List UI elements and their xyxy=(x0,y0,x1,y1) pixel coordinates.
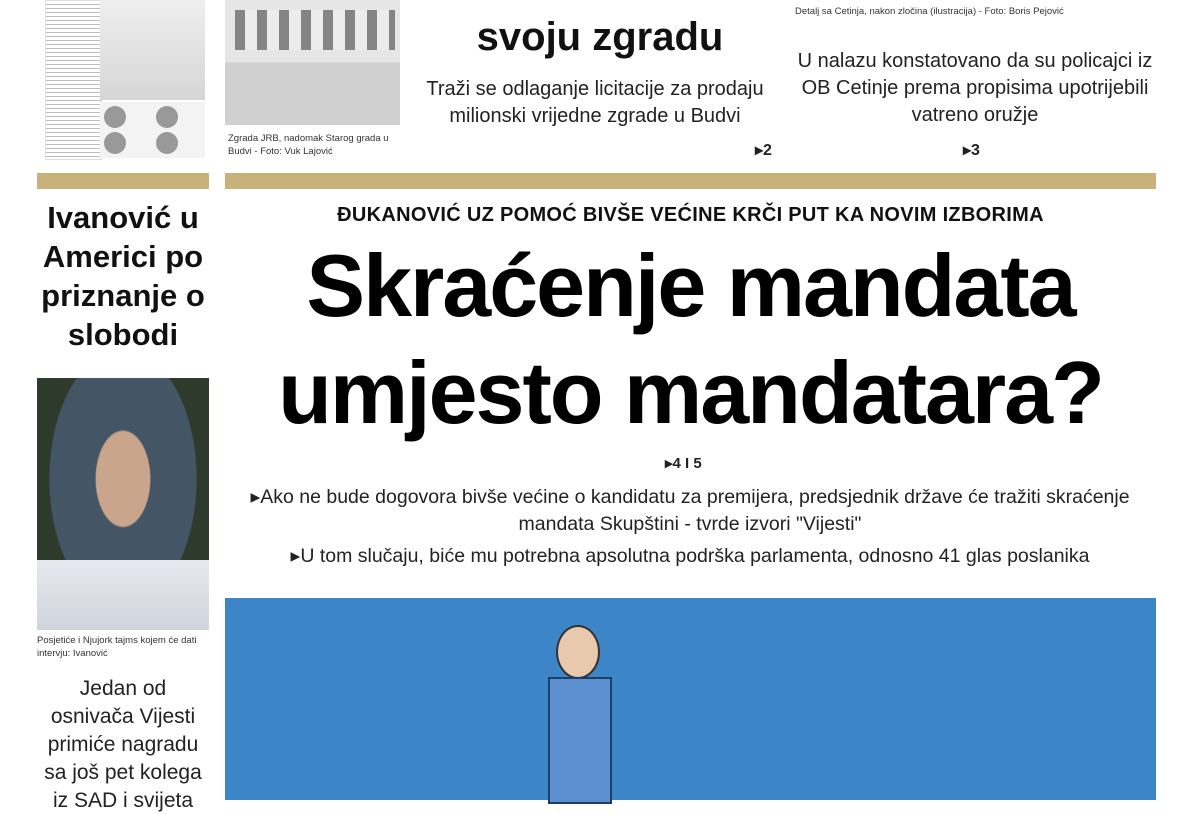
story3-photo-caption: Detalj sa Cetinja, nakon zločina (ilustracija) - Foto: Boris Pejović xyxy=(795,6,1064,17)
story2-headline: svoju zgradu xyxy=(476,15,724,59)
cartoon-illustration xyxy=(225,598,1156,800)
main-kicker: ĐUKANOVIĆ UZ POMOĆ BIVŠE VEĆINE KRČI PUT KA NOVIM IZBORIMA xyxy=(337,204,1044,226)
page-number: 3 xyxy=(971,142,980,159)
portrait-photo xyxy=(37,378,209,630)
building-photo-caption: Zgrada JRB, nadomak Starog grada u Budvi - Foto: Vuk Lajović xyxy=(228,133,389,157)
cartoon-figure xyxy=(548,625,608,800)
portrait-caption: Posjetiće i Njujork tajms kojem će dati intervju: Ivanović xyxy=(37,635,197,659)
seated-man-photo xyxy=(100,0,205,100)
sidebar-headline: Ivanović u Americi po priznanje o slobodi xyxy=(41,200,205,352)
main-headline-line1: Skraćenje mandata xyxy=(306,236,1075,335)
main-bullet-2: ▸U tom slučaju, biće mu potrebna apsolutna podrška parlamenta, odnosno 41 glas poslanika xyxy=(290,545,1090,567)
story2-page-ref[interactable]: ▸2 xyxy=(755,142,772,159)
sidebar-rule xyxy=(37,173,209,189)
page-number: 4 I 5 xyxy=(672,455,702,472)
bullet-text: U tom slučaju, biće mu potrebna apsolutna podrška parlamenta, odnosno 41 glas poslanika xyxy=(300,545,1090,567)
newspaper-thumbnail xyxy=(45,0,102,160)
main-bullet-1: ▸Ako ne bude dogovora bivše većine o kandidatu za premijera, predsjednik države će tražiti skraćenje mandata Skupštini - tvrde izvori "Vijesti" xyxy=(250,486,1130,535)
story3-page-ref[interactable]: ▸3 xyxy=(963,142,980,159)
page-number: 2 xyxy=(763,142,772,159)
sidebar-lower-text: Jedan od osnivača Vijesti primiće nagradu sa još pet kolega iz SAD i svijeta xyxy=(44,677,202,812)
story2-body: Traži se odlaganje licitacije za prodaju milionski vrijedne zgrade u Budvi xyxy=(426,78,764,127)
main-rule xyxy=(225,173,1156,189)
story3-body: U nalazu konstatovano da su policajci iz OB Cetinje prema propisima upotrijebili vatreno oružje xyxy=(797,50,1153,126)
main-headline-line2: umjesto mandatara? xyxy=(278,343,1103,442)
main-page-ref[interactable]: ▸4 I 5 xyxy=(665,455,702,472)
cartoon-body xyxy=(548,677,612,804)
people-grid-image xyxy=(100,102,205,158)
bullet-text: Ako ne bude dogovora bivše većine o kandidatu za premijera, predsjednik države će tražiti skraćenje mandata Skupštini - tvrde izvori "Vijesti" xyxy=(260,486,1130,535)
cartoon-head xyxy=(556,625,600,679)
building-photo xyxy=(225,0,400,125)
